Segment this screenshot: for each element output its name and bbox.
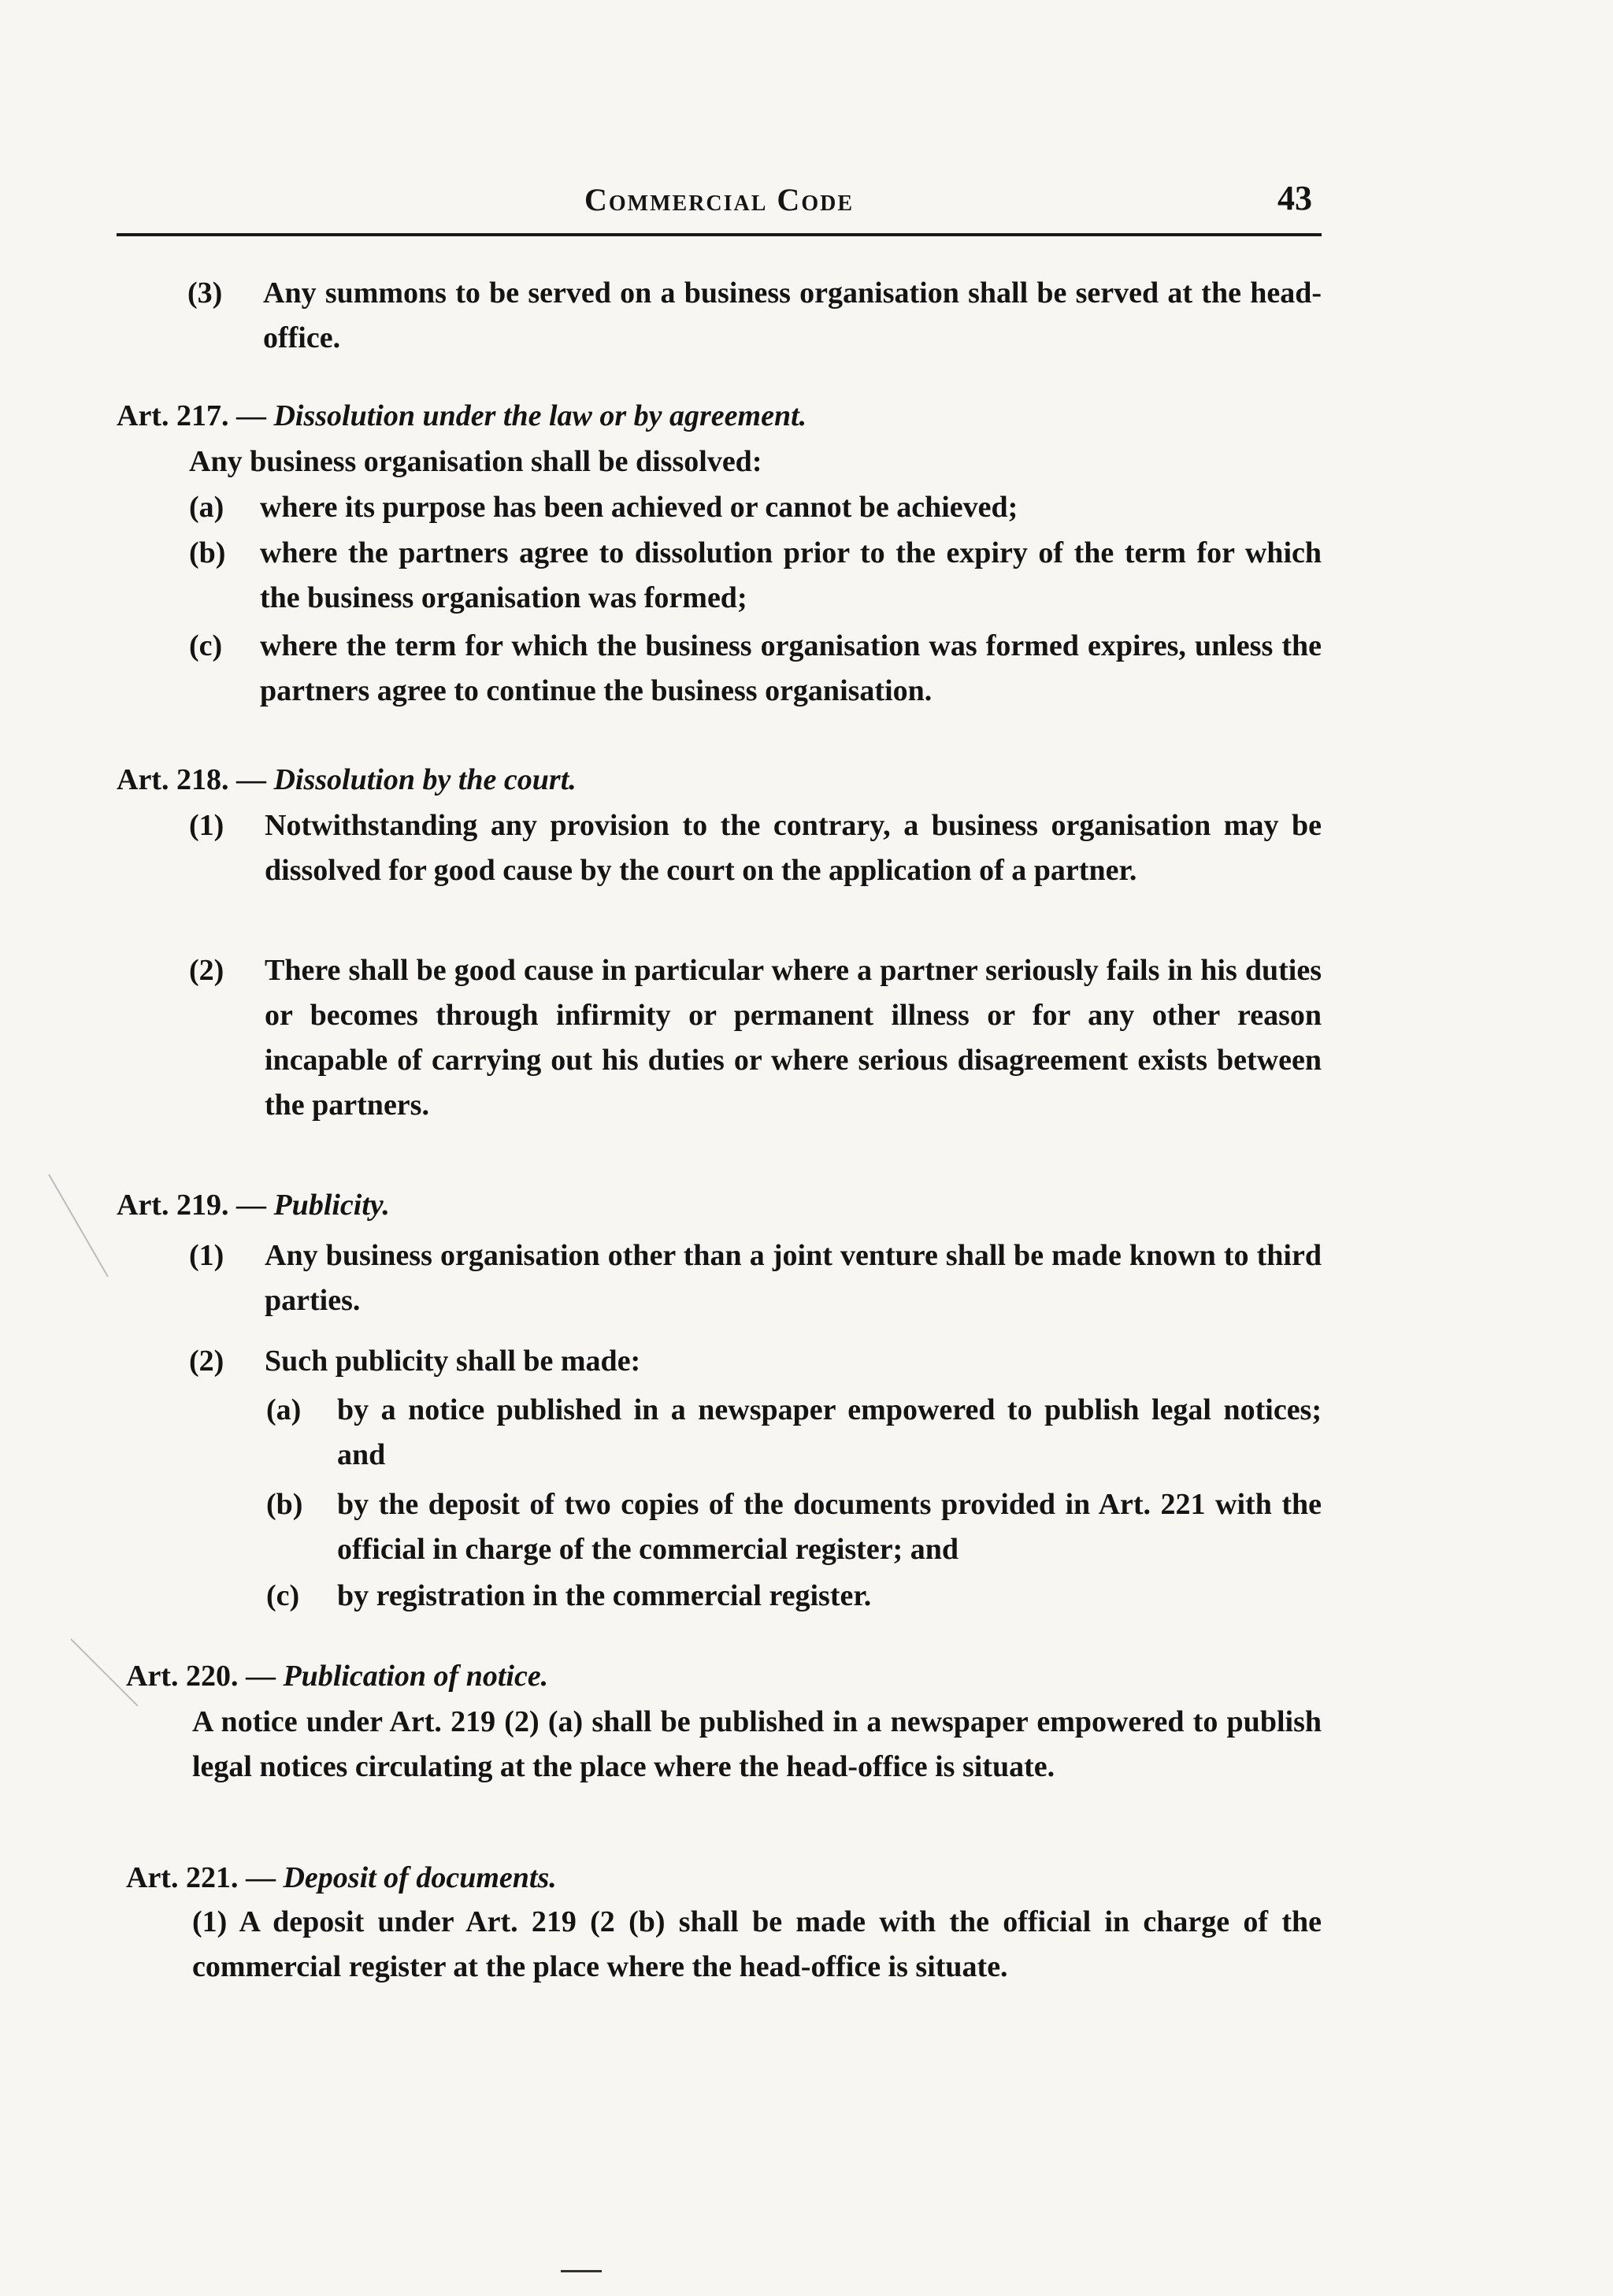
article-219-paragraph-2 bbox=[189, 1339, 1322, 1384]
article-label: Art. 221. bbox=[126, 1861, 239, 1894]
article-heading-219 bbox=[117, 1183, 390, 1228]
article-219-item-a bbox=[266, 1388, 1322, 1478]
article-219-item-b bbox=[266, 1482, 1322, 1572]
paragraph-text: Such publicity shall be made: bbox=[265, 1345, 641, 1378]
article-217-intro bbox=[189, 440, 1322, 484]
article-dash: — bbox=[235, 399, 266, 432]
item-text: where the partners agree to dissolution prior to the expiry of the term for which the business organisation was formed; bbox=[260, 536, 1322, 614]
header-rule bbox=[117, 233, 1322, 236]
article-title: Deposit of documents. bbox=[283, 1861, 557, 1894]
item-text: where the term for which the business organisation was formed expires, unless the partners agree to continue the business organisation. bbox=[260, 629, 1322, 707]
article-dash: — bbox=[245, 1861, 276, 1894]
article-heading-221 bbox=[126, 1856, 557, 1901]
paragraph-3-summons bbox=[187, 271, 1322, 361]
article-title: Dissolution by the court. bbox=[273, 763, 577, 796]
page-number: 43 bbox=[1277, 179, 1312, 217]
paragraph-text: Any summons to be served on a business organisation shall be served at the head-office. bbox=[263, 276, 1322, 354]
margin-scan-mark bbox=[48, 1174, 109, 1278]
paragraph-number: (1) bbox=[189, 809, 224, 842]
article-dash: — bbox=[235, 1189, 266, 1222]
article-218-paragraph-2 bbox=[189, 948, 1322, 1128]
article-218-paragraph-1 bbox=[189, 803, 1322, 893]
item-text: by the deposit of two copies of the documents provided in Art. 221 with the official in charge of the commercial register; and bbox=[337, 1488, 1322, 1566]
paragraph-text: (1) A deposit under Art. 219 (2 (b) shall be made with the official in charge of the commercial register at the place where the head-office is situate. bbox=[192, 1905, 1322, 1983]
article-label: Art. 219. bbox=[117, 1189, 229, 1222]
article-label: Art. 218. bbox=[117, 763, 229, 796]
item-text: by a notice published in a newspaper empowered to publish legal notices; and bbox=[337, 1393, 1322, 1471]
article-220-text bbox=[192, 1700, 1322, 1790]
paragraph-number: (2) bbox=[189, 954, 224, 987]
item-text: where its purpose has been achieved or cannot be achieved; bbox=[260, 491, 1018, 524]
running-title: Commercial Code bbox=[584, 182, 854, 217]
item-text: by registration in the commercial register. bbox=[337, 1579, 872, 1612]
article-219-item-c bbox=[266, 1574, 1322, 1619]
item-letter: (a) bbox=[189, 491, 224, 524]
paragraph-number: (3) bbox=[187, 276, 223, 310]
paragraph-text: There shall be good cause in particular where a partner seriously fails in his duties or becomes through infirmity or permanent illness or for any other reason incapable of carrying out his duties or where serious disagreement exists between the partners. bbox=[265, 954, 1322, 1122]
paragraph-number: (2) bbox=[189, 1345, 224, 1378]
item-letter: (b) bbox=[189, 536, 226, 569]
article-dash: — bbox=[245, 1660, 276, 1693]
article-dash: — bbox=[235, 763, 266, 796]
article-217-item-a bbox=[189, 485, 1322, 530]
article-label: Art. 220. bbox=[126, 1660, 239, 1693]
item-letter: (a) bbox=[266, 1393, 302, 1426]
bottom-print-mark bbox=[561, 2270, 602, 2272]
running-head bbox=[117, 175, 1322, 222]
article-title: Publication of notice. bbox=[283, 1660, 549, 1693]
article-219-paragraph-1 bbox=[189, 1233, 1322, 1323]
paragraph-text: Any business organisation shall be dissolved: bbox=[189, 445, 762, 478]
article-label: Art. 217. bbox=[117, 399, 229, 432]
paragraph-text: A notice under Art. 219 (2) (a) shall be published in a newspaper empowered to publish legal notices circulating at the place where the head-office is situate. bbox=[192, 1705, 1322, 1783]
article-title: Publicity. bbox=[273, 1189, 390, 1222]
item-letter: (c) bbox=[189, 629, 223, 662]
article-221-paragraph-1 bbox=[192, 1900, 1322, 1990]
article-217-item-b bbox=[189, 531, 1322, 621]
item-letter: (c) bbox=[266, 1579, 300, 1612]
article-heading-220 bbox=[126, 1654, 548, 1699]
paragraph-number: (1) bbox=[189, 1239, 224, 1272]
item-letter: (b) bbox=[266, 1488, 303, 1521]
paragraph-text: Notwithstanding any provision to the contrary, a business organisation may be dissolved for good cause by the court on the application of a partner. bbox=[265, 809, 1322, 887]
paragraph-text: Any business organisation other than a joint venture shall be made known to third parties. bbox=[265, 1239, 1322, 1317]
article-title: Dissolution under the law or by agreement. bbox=[273, 399, 807, 432]
article-217-item-c bbox=[189, 624, 1322, 714]
article-heading-218 bbox=[117, 758, 577, 803]
article-heading-217 bbox=[117, 394, 806, 439]
